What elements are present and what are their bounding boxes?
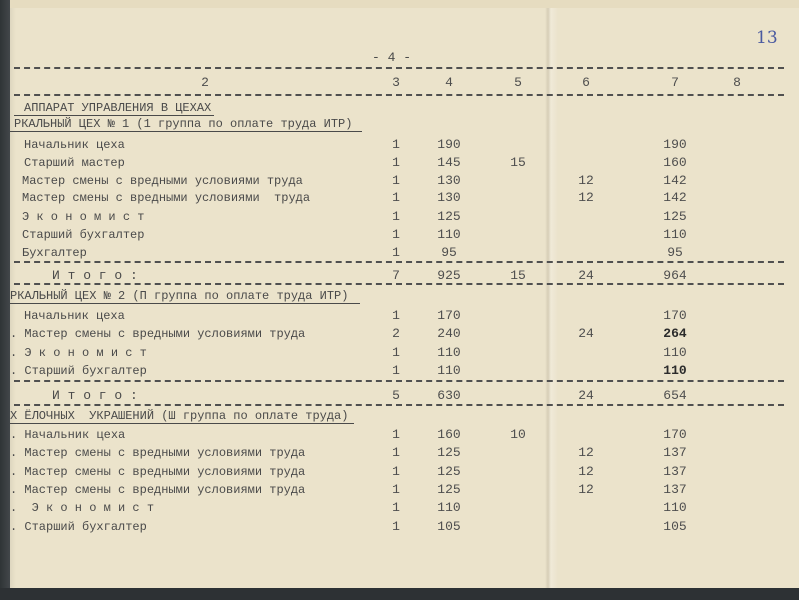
total-value-c6: 24 <box>578 388 594 403</box>
group-heading-underline <box>10 131 362 132</box>
total-value-c4: 925 <box>437 268 461 283</box>
row-value-c6: 24 <box>578 326 594 341</box>
row-value-c5: 10 <box>510 427 526 442</box>
row-value-c7: 110 <box>663 345 687 360</box>
row-value-c4: 130 <box>437 190 461 205</box>
group-heading-underline <box>10 423 354 424</box>
row-value-c3: 1 <box>392 363 400 378</box>
row-position-name: Э к о н о м и с т <box>22 210 145 224</box>
total-value-c3: 5 <box>392 388 400 403</box>
column-number-3: 3 <box>392 75 400 90</box>
row-position-name: . Старший бухгалтер <box>10 520 147 534</box>
row-position-name: Старший бухгалтер <box>22 228 145 242</box>
row-value-c7: 105 <box>663 519 687 534</box>
total-value-c4: 630 <box>437 388 461 403</box>
row-value-c6: 12 <box>578 445 594 460</box>
row-value-c3: 1 <box>392 190 400 205</box>
row-position-name: Мастер смены с вредными условиями труда <box>22 191 311 205</box>
row-value-c6: 12 <box>578 190 594 205</box>
row-position-name: Мастер смены с вредными условиями труда <box>22 174 303 188</box>
total-rule-bottom <box>14 283 784 285</box>
row-value-c4: 95 <box>441 245 457 260</box>
row-value-c7: 110 <box>663 500 687 515</box>
row-value-c3: 1 <box>392 227 400 242</box>
row-value-c3: 1 <box>392 482 400 497</box>
row-value-c3: 1 <box>392 308 400 323</box>
column-number-5: 5 <box>514 75 522 90</box>
row-position-name: . Э к о н о м и с т <box>10 501 155 515</box>
total-value-c7: 654 <box>663 388 687 403</box>
row-value-c4: 110 <box>437 345 461 360</box>
row-value-c4: 125 <box>437 464 461 479</box>
row-value-c7: 137 <box>663 464 687 479</box>
total-rule-top <box>14 261 784 263</box>
row-value-c3: 2 <box>392 326 400 341</box>
total-value-c3: 7 <box>392 268 400 283</box>
row-value-c6: 12 <box>578 464 594 479</box>
row-value-c7: 95 <box>667 245 683 260</box>
row-value-c7: 160 <box>663 155 687 170</box>
row-value-c3: 1 <box>392 173 400 188</box>
group-heading-underline <box>10 303 360 304</box>
column-number-6: 6 <box>582 75 590 90</box>
row-value-c3: 1 <box>392 155 400 170</box>
section-title: АППАРАТ УПРАВЛЕНИЯ В ЦЕХАХ <box>24 101 212 115</box>
header-rule-bottom <box>14 94 784 96</box>
row-value-c4: 125 <box>437 445 461 460</box>
section-title-underline <box>14 115 214 116</box>
row-value-c7: 190 <box>663 137 687 152</box>
row-value-c3: 1 <box>392 500 400 515</box>
row-position-name: . Мастер смены с вредными условиями труда <box>10 465 306 479</box>
row-value-c7: 137 <box>663 445 687 460</box>
page-number: - 4 - <box>372 50 412 65</box>
row-value-c7: 264 <box>663 326 687 341</box>
row-value-c3: 1 <box>392 209 400 224</box>
row-value-c4: 160 <box>437 427 461 442</box>
row-value-c3: 1 <box>392 137 400 152</box>
row-value-c7: 170 <box>663 308 687 323</box>
row-value-c7: 110 <box>663 363 687 378</box>
row-value-c7: 125 <box>663 209 687 224</box>
row-value-c4: 130 <box>437 173 461 188</box>
row-value-c3: 1 <box>392 345 400 360</box>
group-heading: РКАЛЬНЫЙ ЦЕХ № 2 (П группа по оплате труда ИТР) <box>10 289 349 303</box>
row-value-c6: 12 <box>578 482 594 497</box>
row-position-name: Начальник цеха <box>24 138 125 152</box>
row-value-c7: 110 <box>663 227 687 242</box>
column-number-2: 2 <box>201 75 209 90</box>
row-value-c5: 15 <box>510 155 526 170</box>
row-value-c4: 190 <box>437 137 461 152</box>
total-label: И т о г о : <box>52 388 138 403</box>
page-top-edge <box>10 0 799 8</box>
row-value-c7: 170 <box>663 427 687 442</box>
row-value-c7: 142 <box>663 173 687 188</box>
handwritten-page-mark: 13 <box>756 28 778 48</box>
column-number-7: 7 <box>671 75 679 90</box>
row-position-name: . Э к о н о м и с т <box>10 346 147 360</box>
row-value-c4: 240 <box>437 326 461 341</box>
row-value-c4: 125 <box>437 209 461 224</box>
total-value-c7: 964 <box>663 268 687 283</box>
row-value-c3: 1 <box>392 445 400 460</box>
header-rule-top <box>14 67 784 69</box>
row-value-c3: 1 <box>392 427 400 442</box>
row-position-name: . Начальник цеха <box>10 428 126 442</box>
total-value-c6: 24 <box>578 268 594 283</box>
row-value-c3: 1 <box>392 519 400 534</box>
row-value-c4: 110 <box>437 227 461 242</box>
row-value-c7: 137 <box>663 482 687 497</box>
row-position-name: . Мастер смены с вредными условиями труда <box>10 327 306 341</box>
total-rule-bottom <box>14 404 784 406</box>
total-label: И т о г о : <box>52 268 138 283</box>
bottom-background-edge <box>0 588 799 600</box>
row-position-name: Начальник цеха <box>24 309 125 323</box>
row-value-c4: 105 <box>437 519 461 534</box>
row-value-c7: 142 <box>663 190 687 205</box>
column-number-8: 8 <box>733 75 741 90</box>
row-value-c4: 125 <box>437 482 461 497</box>
row-value-c4: 110 <box>437 363 461 378</box>
row-value-c6: 12 <box>578 173 594 188</box>
row-position-name: Бухгалтер <box>22 246 87 260</box>
total-rule-top <box>14 380 784 382</box>
row-position-name: Старший мастер <box>24 156 125 170</box>
row-value-c4: 110 <box>437 500 461 515</box>
group-heading: РКАЛЬНЫЙ ЦЕХ № 1 (1 группа по оплате труда ИТР) <box>14 117 353 131</box>
group-heading: Х ЁЛОЧНЫХ УКРАШЕНИЙ (Ш группа по оплате труда) <box>10 409 349 423</box>
row-value-c3: 1 <box>392 464 400 479</box>
row-value-c4: 170 <box>437 308 461 323</box>
row-position-name: . Мастер смены с вредными условиями труда <box>10 483 306 497</box>
row-position-name: . Старший бухгалтер <box>10 364 147 378</box>
row-value-c4: 145 <box>437 155 461 170</box>
row-value-c3: 1 <box>392 245 400 260</box>
column-number-4: 4 <box>445 75 453 90</box>
row-position-name: . Мастер смены с вредными условиями труда <box>10 446 306 460</box>
total-value-c5: 15 <box>510 268 526 283</box>
